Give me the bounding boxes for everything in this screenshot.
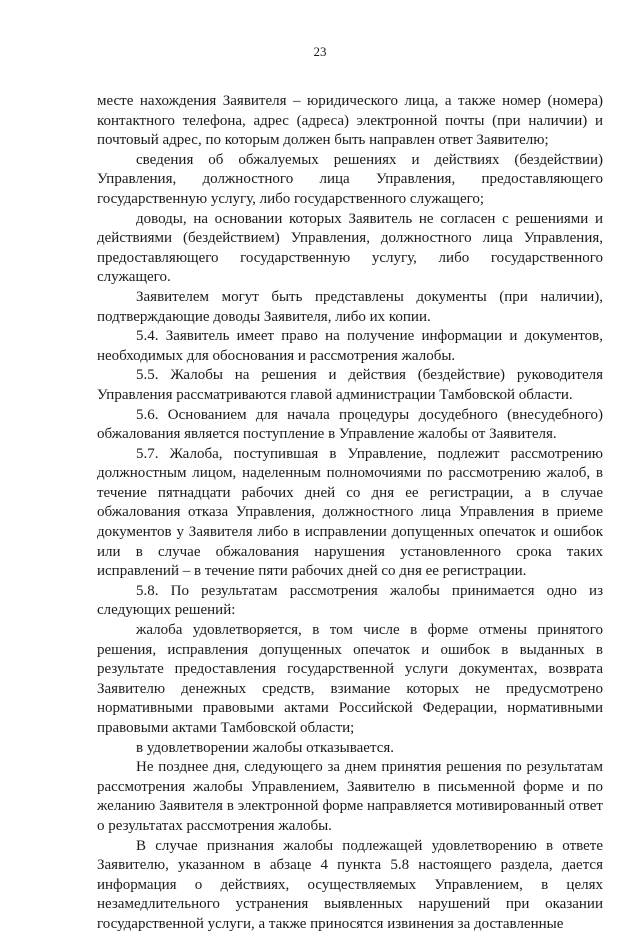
paragraph-applicant-address: месте нахождения Заявителя – юридического лица, а также номер (номера) контактного телефона, адрес (адреса) электронной почты (при наличии) и почтовый адрес, по которым должен быть направлен ответ Заявителю; <box>97 93 603 149</box>
paragraph-complaint-upheld: В случае признания жалобы подлежащей удовлетворению в ответе Заявителю, указанном в абзаце 4 пункта 5.8 настоящего раздела, дается информация о действиях, осуществляемых Управлением, в целях незамедлительного устранения выявленных нарушений при оказании государственной услуги, а также приносятся извинения за доставленные <box>97 837 603 932</box>
paragraph-complaint-satisfied: жалоба удовлетворяется, в том числе в форме отмены принятого решения, исправления допущенных опечаток и ошибок в выданных в результате предоставления государственной услуги документах, возврата Заявителю денежных средств, взимание которых не предусмотрено нормативными правовыми актами Российской Федерации, нормативными правовыми актами Тамбовской области; <box>97 622 603 736</box>
paragraph-5-7: 5.7. Жалоба, поступившая в Управление, подлежит рассмотрению должностным лицом, наделенным полномочиями по рассмотрению жалоб, в течение пятнадцати рабочих дней со дня ее регистрации, а в случае обжалования отказа Управления, должностного лица Управления в приеме документов у Заявителя либо в исправлении допущенных опечаток и ошибок или в случае обжалования нарушения установленного срока таких исправлений – в течение пяти рабочих дней со дня ее регистрации. <box>97 445 603 580</box>
paragraph-5-6: 5.6. Основанием для начала процедуры досудебного (внесудебного) обжалования является поступление в Управление жалобы от Заявителя. <box>97 406 603 443</box>
paragraph-appealed-decisions: сведения об обжалуемых решениях и действиях (бездействии) Управления, должностного лица Управления, предоставляющего государственную услугу, либо государственного служащего; <box>97 151 603 207</box>
paragraph-arguments: доводы, на основании которых Заявитель не согласен с решениями и действиями (бездействием) Управления, должностного лица Управления, предоставляющего государственную услугу, либо государственного служащего. <box>97 210 603 286</box>
paragraph-response-deadline: Не позднее дня, следующего за днем принятия решения по результатам рассмотрения жалобы Управлением, Заявителю в письменной форме и по желанию Заявителя в электронной форме направляется мотивированный ответ о результатах рассмотрения жалобы. <box>97 759 603 834</box>
paragraph-5-5: 5.5. Жалобы на решения и действия (бездействие) руководителя Управления рассматриваются главой администрации Тамбовской области. <box>97 367 603 403</box>
paragraph-supporting-documents: Заявителем могут быть представлены документы (при наличии), подтверждающие доводы Заявителя, либо их копии. <box>97 288 603 325</box>
paragraph-5-8: 5.8. По результатам рассмотрения жалобы принимается одно из следующих решений: <box>97 582 603 619</box>
paragraph-5-4: 5.4. Заявитель имеет право на получение информации и документов, необходимых для обоснования и рассмотрения жалобы. <box>97 328 603 364</box>
page-number: 23 <box>313 44 327 59</box>
paragraph-complaint-rejected: в удовлетворении жалобы отказывается. <box>136 739 394 756</box>
document-body <box>97 92 603 935</box>
